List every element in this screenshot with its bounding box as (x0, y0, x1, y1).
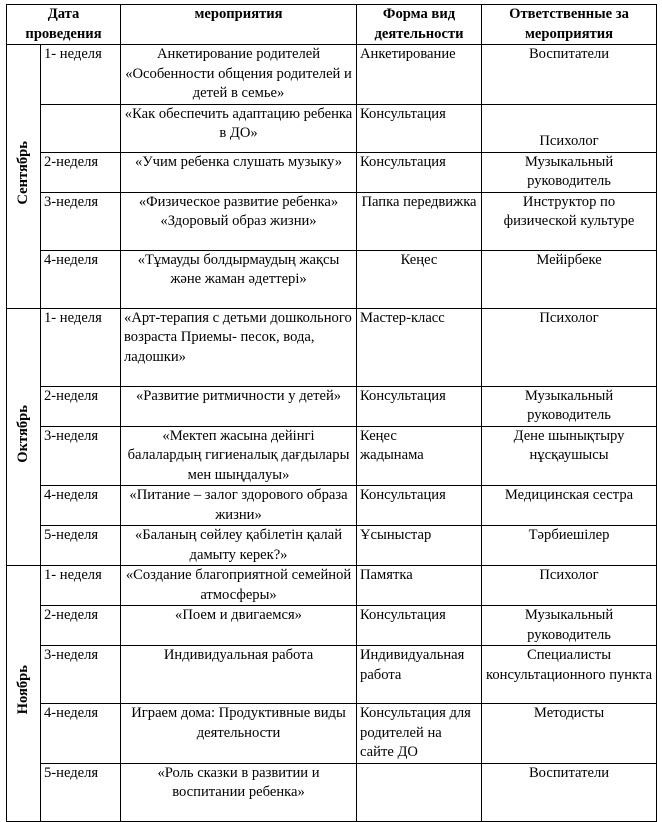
responsible-cell: Медицинская сестра (482, 486, 657, 526)
table-row (7, 704, 657, 764)
responsible-cell: Мейірбеке (482, 250, 657, 308)
event-cell: «Создание благоприятной семейной атмосферы» (121, 566, 357, 606)
table-row (7, 763, 657, 821)
table-row (7, 526, 657, 566)
table-row (7, 646, 657, 704)
form-cell (357, 763, 482, 821)
form-cell: Ұсыныстар (357, 526, 482, 566)
table-row (7, 250, 657, 308)
week-cell: 1- неделя (41, 45, 121, 105)
form-cell: Консультация (357, 386, 482, 426)
event-cell: «Поем и двигаемся» (121, 606, 357, 646)
responsible-cell: Музыкальный руководитель (482, 152, 657, 192)
form-cell: Консультация (357, 104, 482, 152)
form-cell: Консультация для родителей на сайте ДО (357, 704, 482, 764)
responsible-cell: Воспитатели (482, 45, 657, 105)
month-label: Октябрь (14, 404, 31, 463)
week-cell: 3-неделя (41, 426, 121, 486)
week-cell: 5-неделя (41, 526, 121, 566)
week-cell: 4-неделя (41, 704, 121, 764)
week-cell: 2-неделя (41, 152, 121, 192)
month-cell-september (7, 45, 41, 309)
week-cell: 3-неделя (41, 646, 121, 704)
event-cell: «Питание – залог здорового образа жизни» (121, 486, 357, 526)
events-plan-table (6, 4, 657, 822)
responsible-cell: Методисты (482, 704, 657, 764)
header-event: мероприятия (121, 5, 357, 45)
form-cell: Мастер-класс (357, 308, 482, 386)
form-cell: Консультация (357, 486, 482, 526)
month-cell-october (7, 308, 41, 566)
table-row (7, 606, 657, 646)
header-date: Дата проведения (7, 5, 121, 45)
form-line: Кеңес жадынама (360, 427, 424, 463)
responsible-cell: Дене шынықтыру нұсқаушысы (482, 426, 657, 486)
form-cell: Памятка (357, 566, 482, 606)
month-cell-november (7, 566, 41, 822)
table-row (7, 308, 657, 386)
responsible-cell: Психолог (482, 308, 657, 386)
week-cell: 1- неделя (41, 308, 121, 386)
event-cell: «Развитие ритмичности у детей» (121, 386, 357, 426)
header-responsible: Ответственные за мероприятия (482, 5, 657, 45)
responsible-cell: Психолог (482, 566, 657, 606)
week-cell (41, 104, 121, 152)
table-row (7, 386, 657, 426)
event-cell: «Мектеп жасына дейінгі балалардың гигиеналық дағдылары мен шыңдалуы» (121, 426, 357, 486)
responsible-cell: Воспитатели (482, 763, 657, 821)
form-cell: Кеңес (357, 250, 482, 308)
week-cell: 4-неделя (41, 250, 121, 308)
responsible-cell: Музыкальный руководитель (482, 386, 657, 426)
table-row (7, 152, 657, 192)
table-row (7, 566, 657, 606)
form-cell: Индивидуальная работа (357, 646, 482, 704)
event-cell: «Учим ребенка слушать музыку» (121, 152, 357, 192)
event-cell: «Физическое развитие ребенка» «Здоровый образ жизни» (121, 192, 357, 250)
event-cell: «Арт-терапия с детьми дошкольного возраста Приемы- песок, вода, ладошки» (121, 308, 357, 386)
form-cell: Анкетирование (357, 45, 482, 105)
table-row (7, 45, 657, 105)
header-form: Форма вид деятельности (357, 5, 482, 45)
responsible-cell: Специалисты консультационного пункта (482, 646, 657, 704)
month-label: Сентябрь (14, 141, 31, 205)
responsible-cell: Тәрбиешілер (482, 526, 657, 566)
form-cell: Папка передвижка (357, 192, 482, 250)
responsible-cell: Музыкальный руководитель (482, 606, 657, 646)
event-cell: «Как обеспечить адаптацию ребенка в ДО» (121, 104, 357, 152)
table-row (7, 104, 657, 152)
table-row (7, 192, 657, 250)
month-label: Ноябрь (14, 665, 31, 715)
week-cell: 4-неделя (41, 486, 121, 526)
table-row (7, 426, 657, 486)
week-cell: 2-неделя (41, 606, 121, 646)
week-cell: 1- неделя (41, 566, 121, 606)
event-cell: Играем дома: Продуктивные виды деятельности (121, 704, 357, 764)
form-cell: Консультация (357, 606, 482, 646)
event-cell: Индивидуальная работа (121, 646, 357, 704)
week-cell: 3-неделя (41, 192, 121, 250)
responsible-cell: Психолог (482, 104, 657, 152)
event-cell: Анкетирование родителей «Особенности общения родителей и детей в семье» (121, 45, 357, 105)
event-cell: «Баланың сөйлеу қабілетін қалай дамыту керек?» (121, 526, 357, 566)
form-cell: Консультация (357, 152, 482, 192)
table-header-row (7, 5, 657, 45)
form-cell (357, 426, 482, 486)
responsible-cell: Инструктор по физической культуре (482, 192, 657, 250)
event-cell: «Роль сказки в развитии и воспитании ребенка» (121, 763, 357, 821)
table-row (7, 486, 657, 526)
week-cell: 2-неделя (41, 386, 121, 426)
event-cell: «Тұмауды болдырмаудың жақсы және жаман әдеттері» (121, 250, 357, 308)
week-cell: 5-неделя (41, 763, 121, 821)
